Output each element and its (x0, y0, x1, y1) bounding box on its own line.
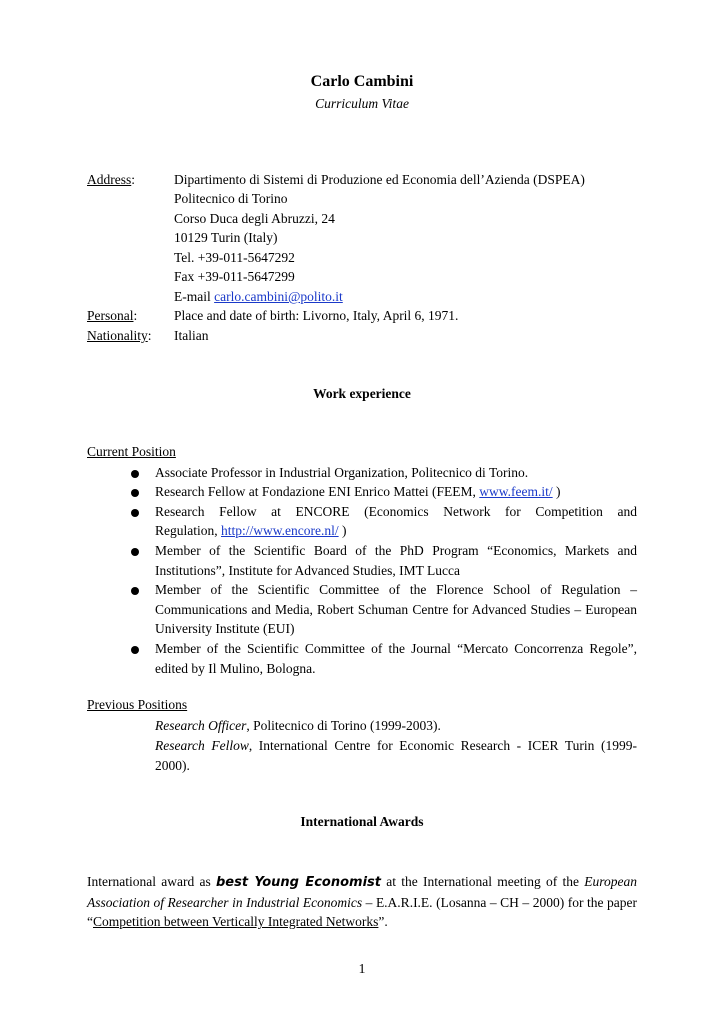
fax-line: Fax +39-011-5647299 (174, 269, 295, 284)
award-text: ”. (378, 914, 388, 929)
feem-link[interactable]: www.feem.it/ (479, 484, 553, 499)
bullet-icon (131, 489, 139, 497)
cv-name: Carlo Cambini (310, 73, 414, 90)
address-label: Address (87, 172, 132, 187)
personal-colon: : (133, 308, 138, 323)
previous-role: Research Fellow (155, 738, 249, 753)
email-prefix: E-mail (174, 289, 215, 304)
current-position-item: Member of the Scientific Committee of the Florence School of Regulation – Communications and Media, Robert Schuman Centre for Advanced Studies – European University Institute (EUI) (155, 582, 637, 636)
current-position-item-cont (155, 521, 637, 541)
current-position-item: Associate Professor in Industrial Organization, Politecnico di Torino. (155, 465, 529, 480)
bullet-icon (131, 470, 139, 478)
nationality-label: Nationality (87, 328, 148, 343)
previous-position-item (155, 736, 637, 775)
encore-link[interactable]: http://www.encore.nl/ (221, 523, 339, 538)
personal-label-row (87, 308, 137, 324)
international-awards-heading: International Awards (300, 814, 424, 829)
encore-prefix: Regulation, (155, 523, 221, 538)
bullet-icon (131, 587, 139, 595)
personal-label: Personal (87, 308, 134, 323)
work-experience-heading: Work experience (313, 386, 411, 401)
award-text: – E.A.R.I.E. (Losanna – CH – 2000) for the paper “ (87, 894, 637, 929)
award-paper-title: Competition between Vertically Integrated Networks (93, 914, 379, 929)
address-line: Politecnico di Torino (174, 191, 288, 206)
email-link[interactable]: carlo.cambini@polito.it (214, 289, 343, 304)
nationality-label-row (87, 328, 152, 344)
bullet-icon (131, 548, 139, 556)
nationality-value: Italian (174, 328, 209, 343)
bullet-icon (131, 646, 139, 654)
email-line (174, 289, 343, 305)
award-paragraph (87, 872, 637, 932)
award-title: best Young Economist (215, 875, 382, 890)
previous-role: Research Officer (155, 718, 247, 733)
current-position-label: Current Position (87, 444, 176, 459)
current-position-item: Member of the Scientific Board of the PhD Program “Economics, Markets and Institutions”, Institute for Advanced Studies, IMT Lucca (155, 543, 637, 578)
page-number: 1 (358, 962, 366, 977)
award-text: at the International meeting of the (381, 874, 585, 889)
address-label-row (87, 172, 135, 188)
bullet-icon (131, 509, 139, 517)
current-position-item: Research Fellow at ENCORE (Economics Network for Competition and (155, 504, 637, 519)
previous-detail: , Politecnico di Torino (1999-2003). (246, 718, 441, 733)
address-line: 10129 Turin (Italy) (174, 230, 278, 245)
current-position-item (155, 482, 637, 502)
previous-detail: , International Centre for Economic Research - ICER Turin (1999-2000). (155, 738, 637, 773)
previous-positions-label: Previous Positions (87, 697, 188, 712)
encore-suffix: ) (338, 523, 347, 538)
address-colon: : (131, 172, 136, 187)
award-association: European Association of Researcher in Industrial Economics (87, 874, 637, 910)
feem-suffix: ) (552, 484, 561, 499)
address-line: Dipartimento di Sistemi di Produzione ed Economia dell’Azienda (DSPEA) (174, 172, 585, 187)
address-line: Corso Duca degli Abruzzi, 24 (174, 211, 335, 226)
nationality-colon: : (147, 328, 152, 343)
cv-subtitle: Curriculum Vitae (315, 96, 409, 111)
feem-prefix: Research Fellow at Fondazione ENI Enrico Mattei (FEEM, (155, 484, 480, 499)
previous-position-item (155, 716, 637, 736)
award-text: International award as (87, 874, 216, 889)
phone-line: Tel. +39-011-5647292 (174, 250, 295, 265)
current-position-item: Member of the Scientific Committee of the Journal “Mercato Concorrenza Regole”, edited by Il Mulino, Bologna. (155, 641, 637, 676)
personal-value: Place and date of birth: Livorno, Italy, April 6, 1971. (174, 308, 459, 323)
